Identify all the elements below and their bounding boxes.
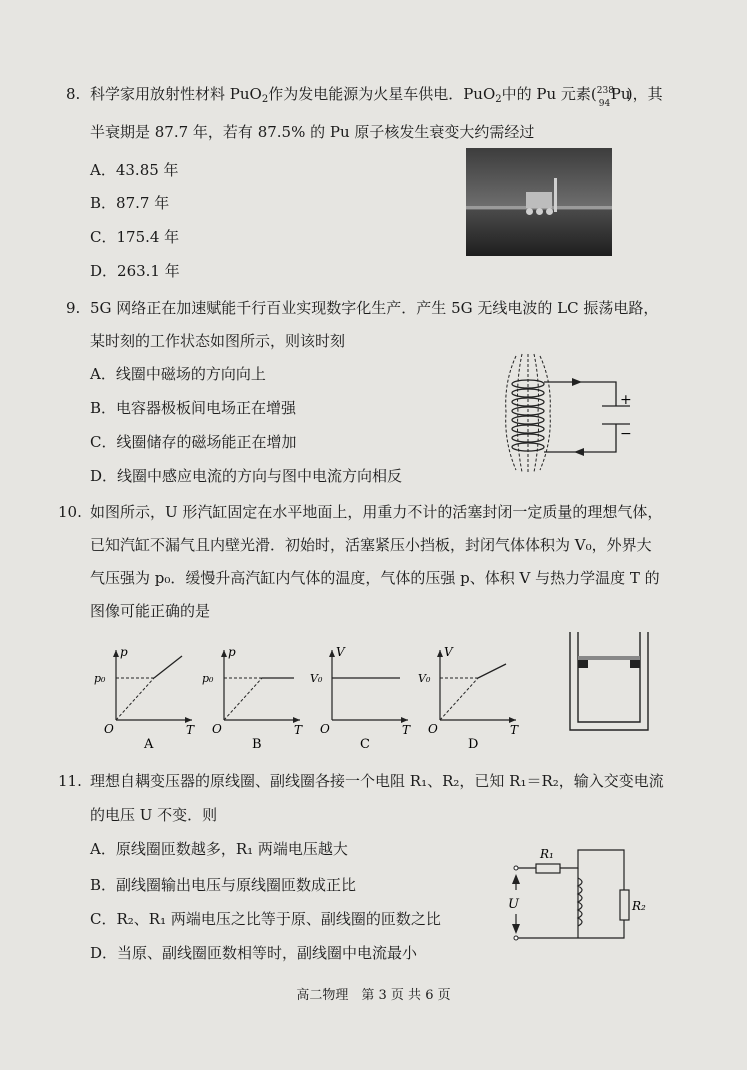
graph-D-y-label: V <box>444 645 453 659</box>
graph-B-level-label: p₀ <box>202 672 214 685</box>
q8-line1: 科学家用放射性材料 PuO$_2$作为发电能源为火星车供电．PuO$_2$中的 Pu 元素( 238 94 Pu )，其 <box>90 85 663 109</box>
autotransformer-circuit <box>500 842 650 946</box>
graph-C-y-arrow <box>329 650 335 657</box>
graph-A-origin: O <box>104 722 114 736</box>
q9-option-c: C．线圈储存的磁场能正在增加 <box>90 433 297 451</box>
graph-D-y-arrow <box>437 650 443 657</box>
graph-B-x-label: T <box>294 723 303 737</box>
u-cylinder-diagram <box>566 630 652 734</box>
graph-D-dashed-segment <box>440 678 478 720</box>
graph-A-dashed-segment <box>116 678 154 720</box>
graph-C-origin: O <box>320 722 330 736</box>
q8-option-d: D．263.1 年 <box>90 262 180 280</box>
graph-D-origin: O <box>428 722 438 736</box>
graph-C-y-label: V <box>336 645 345 659</box>
q10-line1: 如图所示，U 形汽缸固定在水平地面上，用重力不计的活塞封闭一定质量的理想气体， <box>90 503 663 521</box>
minus-label: − <box>620 426 632 442</box>
q11-option-a: A．原线圈匝数越多，R₁ 两端电压越大 <box>90 840 348 858</box>
q11-option-d: D．当原、副线圈匝数相等时，副线圈中电流最小 <box>90 944 418 962</box>
q11-option-c: C．R₂、R₁ 两端电压之比等于原、副线圈的匝数之比 <box>90 910 441 928</box>
q8-option-a: A．43.85 年 <box>90 161 179 179</box>
q9-option-a: A．线圈中磁场的方向向上 <box>90 365 266 383</box>
current-arrow-top <box>572 378 582 386</box>
q8-number: 8. <box>66 85 81 103</box>
graph-A-solid-line <box>154 656 182 678</box>
lc-circuit-diagram <box>498 352 648 476</box>
q8-line2: 半衰期是 87.7 年，若有 87.5% 的 Pu 原子核发生衰变大约需经过 <box>90 123 535 141</box>
q8-option-b: B．87.7 年 <box>90 194 170 212</box>
q8-option-c: C．175.4 年 <box>90 228 180 246</box>
field-lines <box>506 354 551 472</box>
graph-C-level-label: V₀ <box>310 672 323 685</box>
graph-A-y-arrow <box>113 650 119 657</box>
stopper-left <box>578 660 588 668</box>
graph-A-x-label: T <box>186 723 195 737</box>
q10-graphs <box>94 636 530 752</box>
graph-A-choice-label: A <box>144 737 154 752</box>
piston <box>578 656 640 660</box>
q9-line2: 某时刻的工作状态如图所示，则该时刻 <box>90 332 346 350</box>
graph-A-level-label: p₀ <box>94 672 106 685</box>
graph-D-solid-line <box>478 664 506 678</box>
r1-label: R₁ <box>540 847 554 861</box>
q10-line4: 图像可能正确的是 <box>90 602 211 620</box>
graph-B-choice-label: B <box>252 737 262 752</box>
q11-line2: 的电压 U 不变．则 <box>90 806 218 824</box>
current-arrow-bottom <box>574 448 584 456</box>
graph-B-dashed-segment <box>224 678 262 720</box>
q9-line1: 5G 网络正在加速赋能千行百业实现数字化生产．产生 5G 无线电波的 LC 振荡电路， <box>90 299 659 317</box>
q11-line1: 理想自耦变压器的原线圈、副线圈各接一个电阻 R₁、R₂，已知 R₁＝R₂，输入交变电流 <box>90 772 664 790</box>
q9-option-b: B．电容器极板间电场正在增强 <box>90 399 297 417</box>
graph-D-x-label: T <box>510 723 519 737</box>
pu-isotope: 238 94 Pu <box>596 85 631 109</box>
q9-option-d: D．线圈中感应电流的方向与图中电流方向相反 <box>90 467 403 485</box>
q10-line2: 已知汽缸不漏气且内壁光滑．初始时，活塞紧压小挡板，封闭气体体积为 V₀，外界大 <box>90 536 652 554</box>
wires <box>544 382 630 452</box>
stopper-right <box>630 660 640 668</box>
graph-B-y-label: p <box>228 645 236 659</box>
q9-number: 9. <box>66 299 81 317</box>
graph-B-origin: O <box>212 722 222 736</box>
graph-C-x-label: T <box>402 723 411 737</box>
r2-label: R₂ <box>632 899 646 913</box>
q11-number: 11. <box>58 772 82 790</box>
q10-number: 10. <box>58 503 82 521</box>
graph-D-choice-label: D <box>468 737 479 752</box>
q11-option-b: B．副线圈输出电压与原线圈匝数成正比 <box>90 876 357 894</box>
u-label: U <box>508 897 519 912</box>
graph-A-y-label: p <box>120 645 128 659</box>
graph-C-choice-label: C <box>360 737 370 752</box>
page-footer: 高二物理 第 3 页 共 6 页 <box>296 988 451 1003</box>
graph-B-y-arrow <box>221 650 227 657</box>
graph-D-level-label: V₀ <box>418 672 431 685</box>
plus-label: + <box>620 392 632 408</box>
q10-line3: 气压强为 p₀．缓慢升高汽缸内气体的温度，气体的压强 p、体积 V 与热力学温度 T 的 <box>90 569 660 587</box>
mars-rover-photo <box>466 148 612 256</box>
